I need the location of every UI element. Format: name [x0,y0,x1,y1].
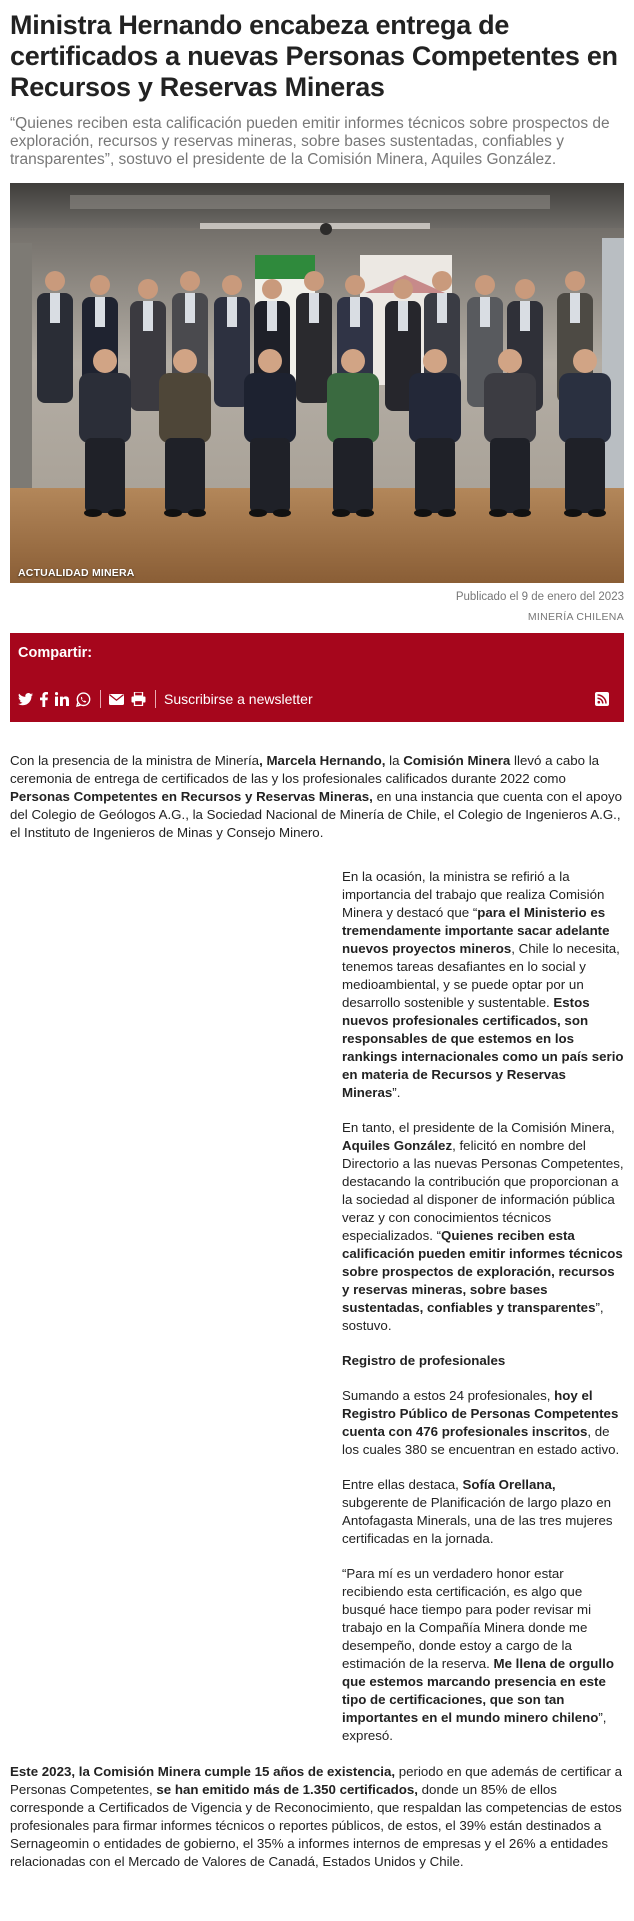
paragraph: “Para mí es un verdadero honor estar recibiendo esta certificación, es algo que busqué hace tiempo para poder revisar mi trabajo en la Compañía Minera donde me desempeño, donde estoy a cargo de la estimación de la reserva. Me llena de orgullo que estemos marcando presencia en este tipo de certificaciones, que son tan importantes en el mundo minero chileno”, expresó. [342,1566,614,1743]
share-row [18,690,616,708]
share-title: Compartir: [18,645,93,661]
person-silhouette [409,373,461,443]
person-silhouette [79,373,131,443]
person-head [222,275,242,295]
person-head [432,271,452,291]
person-head [423,349,447,373]
share-bar [10,633,624,722]
facebook-icon[interactable] [40,691,48,707]
print-icon[interactable] [131,691,146,707]
paragraph: Entre ellas destaca, Sofía Orellana, subgerente de Planificación de largo plazo en Antofagasta Minerals, una de las tres mujeres certificadas en la jornada. [342,1477,613,1546]
person-head [173,349,197,373]
body-column [342,868,624,1745]
section-heading: Registro de profesionales [342,1353,506,1368]
article-photo [10,183,624,583]
article-body [10,752,624,1871]
person-head [93,349,117,373]
person-head [90,275,110,295]
person-head [180,271,200,291]
person-silhouette [327,373,379,443]
publish-date: Publicado el 9 de enero del 2023 [455,591,624,603]
share-divider [100,690,101,708]
person-head [262,279,282,299]
linkedin-icon[interactable] [55,691,69,707]
article-title: Ministra Hernando encabeza entrega de certificados a nuevas Personas Competentes en Recursos y Reservas Mineras [10,10,618,102]
email-icon[interactable] [109,691,124,707]
person-silhouette [484,373,536,443]
share-divider [155,690,156,708]
person-head [345,275,365,295]
newsletter-link[interactable]: Suscribirse a newsletter [164,691,313,707]
person-head [498,349,522,373]
article-source: MINERÍA CHILENA [527,611,624,623]
twitter-icon[interactable] [18,691,33,707]
person-head [304,271,324,291]
person-head [138,279,158,299]
paragraph: Con la presencia de la ministra de Minería, Marcela Hernando, la Comisión Minera llevó a cabo la ceremonia de entrega de certificados de las y los profesionales calificados durante 2022 como Personas Competentes en Recursos y Reservas Mineras, en una instancia que cuenta con el apoyo del Colegio de Geólogos A.G., la Sociedad Nacional de Minería de Chile, el Colegio de Ingenieros A.G., el Instituto de Ingenieros de Minas y Consejo Minero. [10,753,623,840]
person-head [341,349,365,373]
person-head [573,349,597,373]
person-silhouette [244,373,296,443]
person-head [258,349,282,373]
person-head [475,275,495,295]
paragraph: Sumando a estos 24 profesionales, hoy el Registro Público de Personas Competentes cuenta con 476 profesionales inscritos, de los cuales 380 se encuentran en estado activo. [342,1388,620,1457]
paragraph: En la ocasión, la ministra se refirió a la importancia del trabajo que realiza Comisión Minera y destacó que “para el Ministerio es tremendamente importante sacar adelante nuevos proyectos mineros, Chile lo necesita, tenemos tareas desafiantes en lo social y medioambiental, y se puede optar por un desarrollo sostenible y sustentable. Estos nuevos profesionales certificados, son responsables de que estemos en los rankings internacionales como un país serio en materia de Recursos y Reservas Mineras”. [342,869,624,1100]
person-head [45,271,65,291]
rss-icon[interactable] [595,691,609,707]
paragraph: En tanto, el presidente de la Comisión Minera, Aquiles González, felicitó en nombre del Directorio a las nuevas Personas Competentes, destacando la contribución que proporcionan a la sociedad al disponer de información pública veraz y con conocimientos técnicos especializados. “Quienes reciben esta calificación pueden emitir informes técnicos sobre prospectos de exploración, recursos y reservas mineras, sobre bases sustentadas, confiables y transparentes”, sostuvo. [342,1120,624,1333]
person-silhouette [159,373,211,443]
person-head [515,279,535,299]
paragraph: Este 2023, la Comisión Minera cumple 15 años de existencia, periodo en que además de certificar a Personas Competentes, se han emitido más de 1.350 certificados, donde un 85% de ellos corresponde a Certificados de Vigencia y de Reconocimiento, que respaldan las competencias de estos profesionales para firmar informes técnicos o reportes públicos, de estos, el 39% están destinados a Sernageomin o entidades de gobierno, el 35% a informes internos de empresas y el 26% a entidades relacionadas con el Mercado de Valores de Canadá, Estados Unidos y Chile. [10,1764,622,1869]
person-silhouette [559,373,611,443]
group-photo-image [10,183,624,583]
person-head [393,279,413,299]
whatsapp-icon[interactable] [76,691,91,707]
photo-category-tag: ACTUALIDAD MINERA [18,567,135,579]
article-subtitle: “Quienes reciben esta calificación pueden emitir informes técnicos sobre prospectos de exploración, recursos y reservas mineras, sobre bases sustentadas, confiables y transparentes”, sostuvo el presidente de la Comisión Minera, Aquiles González. [10,115,610,168]
person-head [565,271,585,291]
